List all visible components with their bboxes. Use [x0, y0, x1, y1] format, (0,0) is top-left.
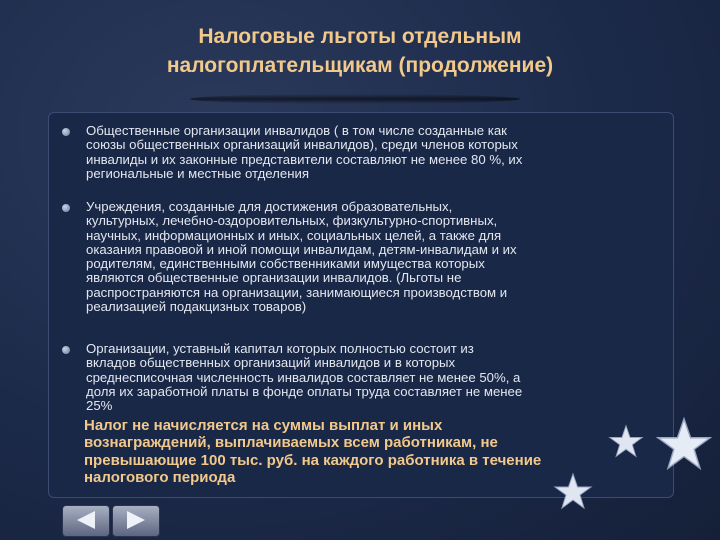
bullet-line: оказания правовой и иной помощи инвалидам, детям-инвалидам и их	[86, 241, 517, 257]
bullet-dot-icon	[62, 346, 70, 354]
slide-title-text: Налоговые льготы отдельным налогоплательщикам (продолжение)	[166, 25, 554, 77]
final-note-line: Налог не начисляется на суммы выплат и иных	[84, 417, 443, 434]
next-slide-button[interactable]	[112, 505, 160, 537]
slide-title	[100, 22, 620, 80]
arrow-right-icon	[125, 510, 147, 530]
bullet-line: распространяются на организации, занимающиеся производством и	[86, 284, 508, 300]
star-icon	[655, 416, 713, 474]
arrow-left-icon	[75, 510, 97, 530]
bullet-line: Организации, уставный капитал которых полностью состоит из	[86, 341, 474, 356]
bullet-text	[86, 342, 676, 413]
bullet-line: инвалиды и их законные представители составляют не менее 80 %, их	[86, 151, 523, 167]
bullet-line: Учреждения, созданные для достижения образовательных,	[86, 199, 453, 214]
bullet-text	[86, 124, 676, 181]
bullet-line: являются общественные организации инвалидов. (Льготы не	[86, 270, 462, 286]
bullet-text	[86, 200, 676, 314]
bullet-line: реализацией подакцизных товаров)	[86, 299, 307, 315]
final-note-line: вознаграждений, выплачиваемых всем работникам, не	[84, 434, 498, 452]
bullet-line: региональные и местные отделения	[86, 165, 310, 181]
bullet-line: родителям, единственными собственниками имущества которых	[86, 256, 485, 272]
star-icon	[608, 424, 644, 460]
bullet-line: доля их заработной платы в фонде оплаты труда составляет не менее	[86, 383, 523, 399]
bullet-line: 25%	[86, 398, 113, 414]
final-note-line: превышающие 100 тыс. руб. на каждого работника в течение	[84, 451, 542, 469]
bullet-dot-icon	[62, 204, 70, 212]
bullet-line: Общественные организации инвалидов ( в том числе созданные как	[86, 123, 507, 138]
bullet-line: культурных, лечебно-оздоровительных, физкультурно-спортивных,	[86, 213, 498, 229]
final-note-line: налогового периода	[84, 469, 236, 487]
bullet-line: среднесписочная численность инвалидов составляет не менее 50%, а	[86, 369, 521, 385]
star-icon	[553, 472, 593, 512]
bullet-line: вкладов общественных организаций инвалидов и в которых	[86, 355, 456, 371]
bullet-dot-icon	[62, 128, 70, 136]
prev-slide-button[interactable]	[62, 505, 110, 537]
bullet-line: научных, информационных и иных, социальных целей, а также для	[86, 227, 502, 243]
bullet-line: союзы общественных организаций инвалидов), среди членов которых	[86, 137, 518, 153]
title-underline-shadow	[190, 94, 520, 104]
